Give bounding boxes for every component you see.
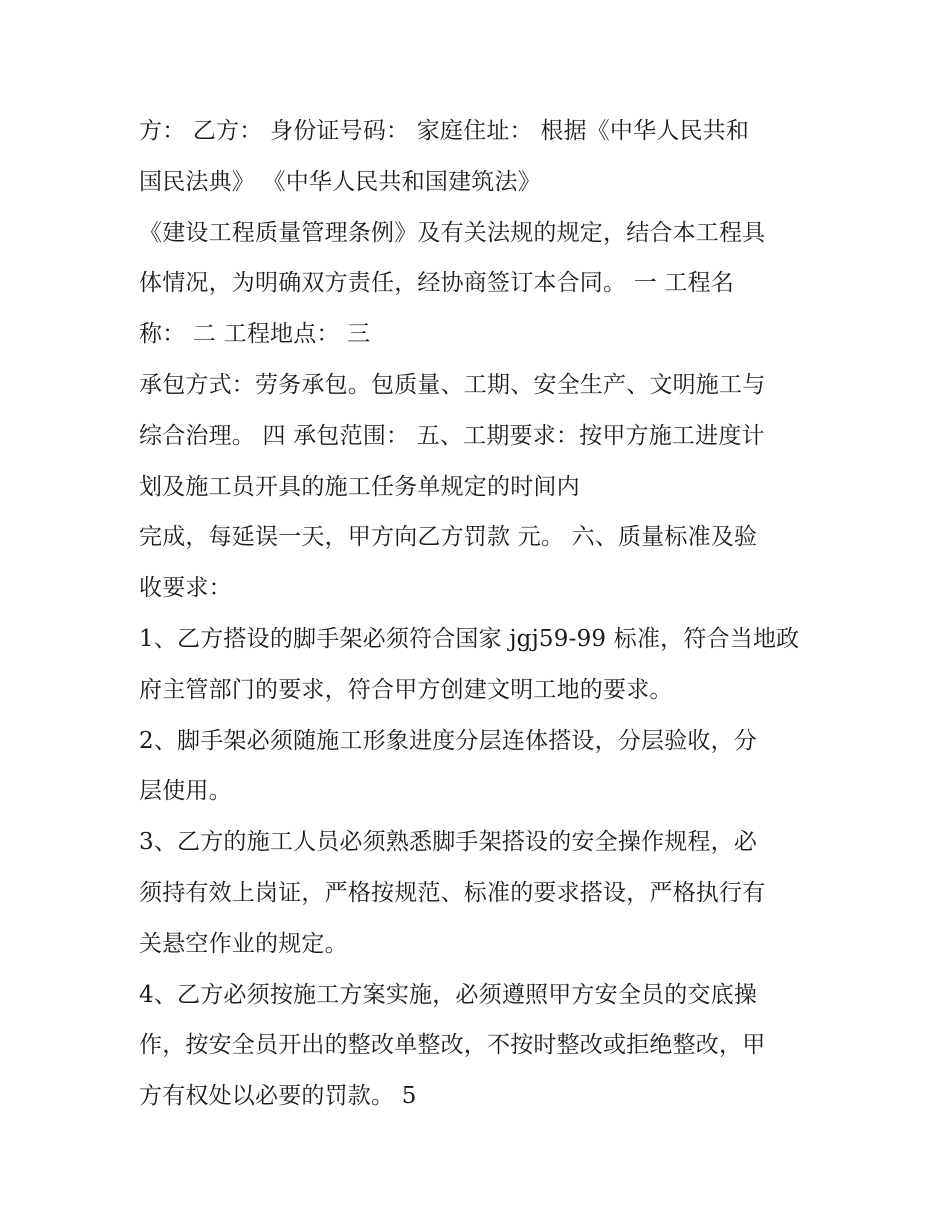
text-line: 国民法典》 《中华人民共和国建筑法》 bbox=[139, 168, 541, 195]
text-line: 完成，每延误一天，甲方向乙方罚款 元。 六、质量标准及验 bbox=[139, 524, 758, 551]
text-line: 承包方式：劳务承包。包质量、工期、安全生产、文明施工与 bbox=[139, 371, 766, 398]
text-line: 府主管部门的要求，符合甲方创建文明工地的要求。 bbox=[139, 676, 673, 703]
text-line: 收要求： bbox=[139, 575, 232, 602]
text-line: 关悬空作业的规定。 bbox=[139, 930, 348, 957]
text-line: 称： 二 工程地点： 三 bbox=[139, 321, 371, 348]
text-line: 作，按安全员开出的整改单整改，不按时整改或拒绝整改，甲 bbox=[139, 1032, 766, 1059]
text-line: 综合治理。 四 承包范围： 五、工期要求：按甲方施工进度计 bbox=[139, 422, 765, 449]
text-line: 1、乙方搭设的脚手架必须符合国家 jgj59-99 标准，符合当地政 bbox=[139, 625, 800, 652]
text-line: 2、脚手架必须随施工形象进度分层连体搭设，分层验收，分 bbox=[139, 727, 758, 754]
text-line: 方有权处以必要的罚款。 5 bbox=[139, 1083, 417, 1110]
text-line: 划及施工员开具的施工任务单规定的时间内 bbox=[139, 473, 580, 500]
text-line: 3、乙方的施工人员必须熟悉脚手架搭设的安全操作规程，必 bbox=[139, 829, 758, 856]
text-line: 须持有效上岗证，严格按规范、标准的要求搭设，严格执行有 bbox=[139, 879, 766, 906]
text-line: 层使用。 bbox=[139, 778, 232, 805]
text-line: 4、乙方必须按施工方案实施，必须遵照甲方安全员的交底操 bbox=[139, 981, 758, 1008]
text-line: 《建设工程质量管理条例》及有关法规的规定，结合本工程具 bbox=[139, 219, 766, 246]
contract-body-text bbox=[139, 106, 829, 1122]
text-line: 方： 乙方： 身份证号码： 家庭住址： 根据《中华人民共和 bbox=[139, 118, 750, 144]
text-line: 体情况，为明确双方责任，经协商签订本合同。 一 工程名 bbox=[139, 270, 735, 297]
